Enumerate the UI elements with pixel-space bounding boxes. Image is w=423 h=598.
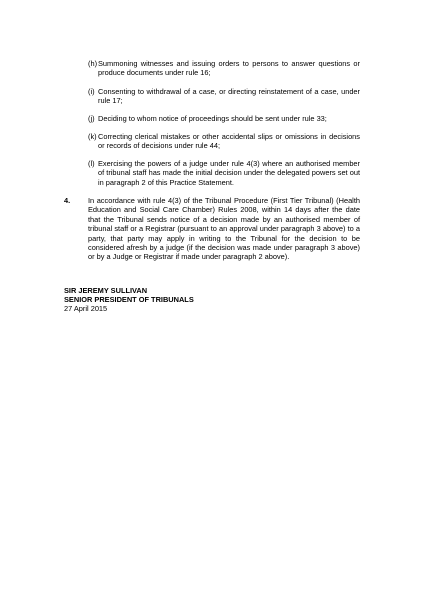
list-item-label: (k) <box>88 132 97 141</box>
signature-date: 27 April 2015 <box>64 304 108 313</box>
paragraph-4 <box>64 196 360 262</box>
signatory-title: SENIOR PRESIDENT OF TRIBUNALS <box>64 295 194 304</box>
list-item-text: Exercising the powers of a judge under rule 4(3) where an authorised member of tribunal staff has made the initial decision under the delegated powers set out in paragraph 2 of this Practice Statement. <box>98 159 360 187</box>
paragraph-number: 4. <box>64 196 71 205</box>
list-item-label: (i) <box>88 87 95 96</box>
list-item-label: (j) <box>88 114 95 123</box>
list-item-label: (h) <box>88 59 98 68</box>
list-item-text: Deciding to whom notice of proceedings should be sent under rule 33; <box>98 114 327 123</box>
paragraph-text: In accordance with rule 4(3) of the Tribunal Procedure (First Tier Tribunal) (Health Education and Social Care Chamber) Rules 2008, within 14 days after the date that the Tribunal sends notice of a decision made by an authorised member of tribunal staff or a Registrar (pursuant to an approval under paragraph 3 above) to a party, that party may apply in writing to the Tribunal for the decision to be considered afresh by a judge (if the decision was made under paragraph 3 above) or by a Judge or Registrar if made under paragraph 2 above). <box>88 196 360 262</box>
list-item-h <box>88 59 360 78</box>
signatory-name: SIR JEREMY SULLIVAN <box>64 286 148 295</box>
list-item-text: Summoning witnesses and issuing orders to persons to answer questions or produce documents under rule 16; <box>98 59 360 78</box>
list-item-text: Consenting to withdrawal of a case, or directing reinstatement of a case, under rule 17; <box>98 87 360 106</box>
list-item-text: Correcting clerical mistakes or other accidental slips or omissions in decisions or records of decisions under rule 44; <box>98 132 360 151</box>
list-item-label: (l) <box>88 159 95 168</box>
list-item-k <box>88 132 360 151</box>
list-item-i <box>88 87 360 106</box>
list-item-j <box>88 114 360 123</box>
list-item-l <box>88 159 360 187</box>
